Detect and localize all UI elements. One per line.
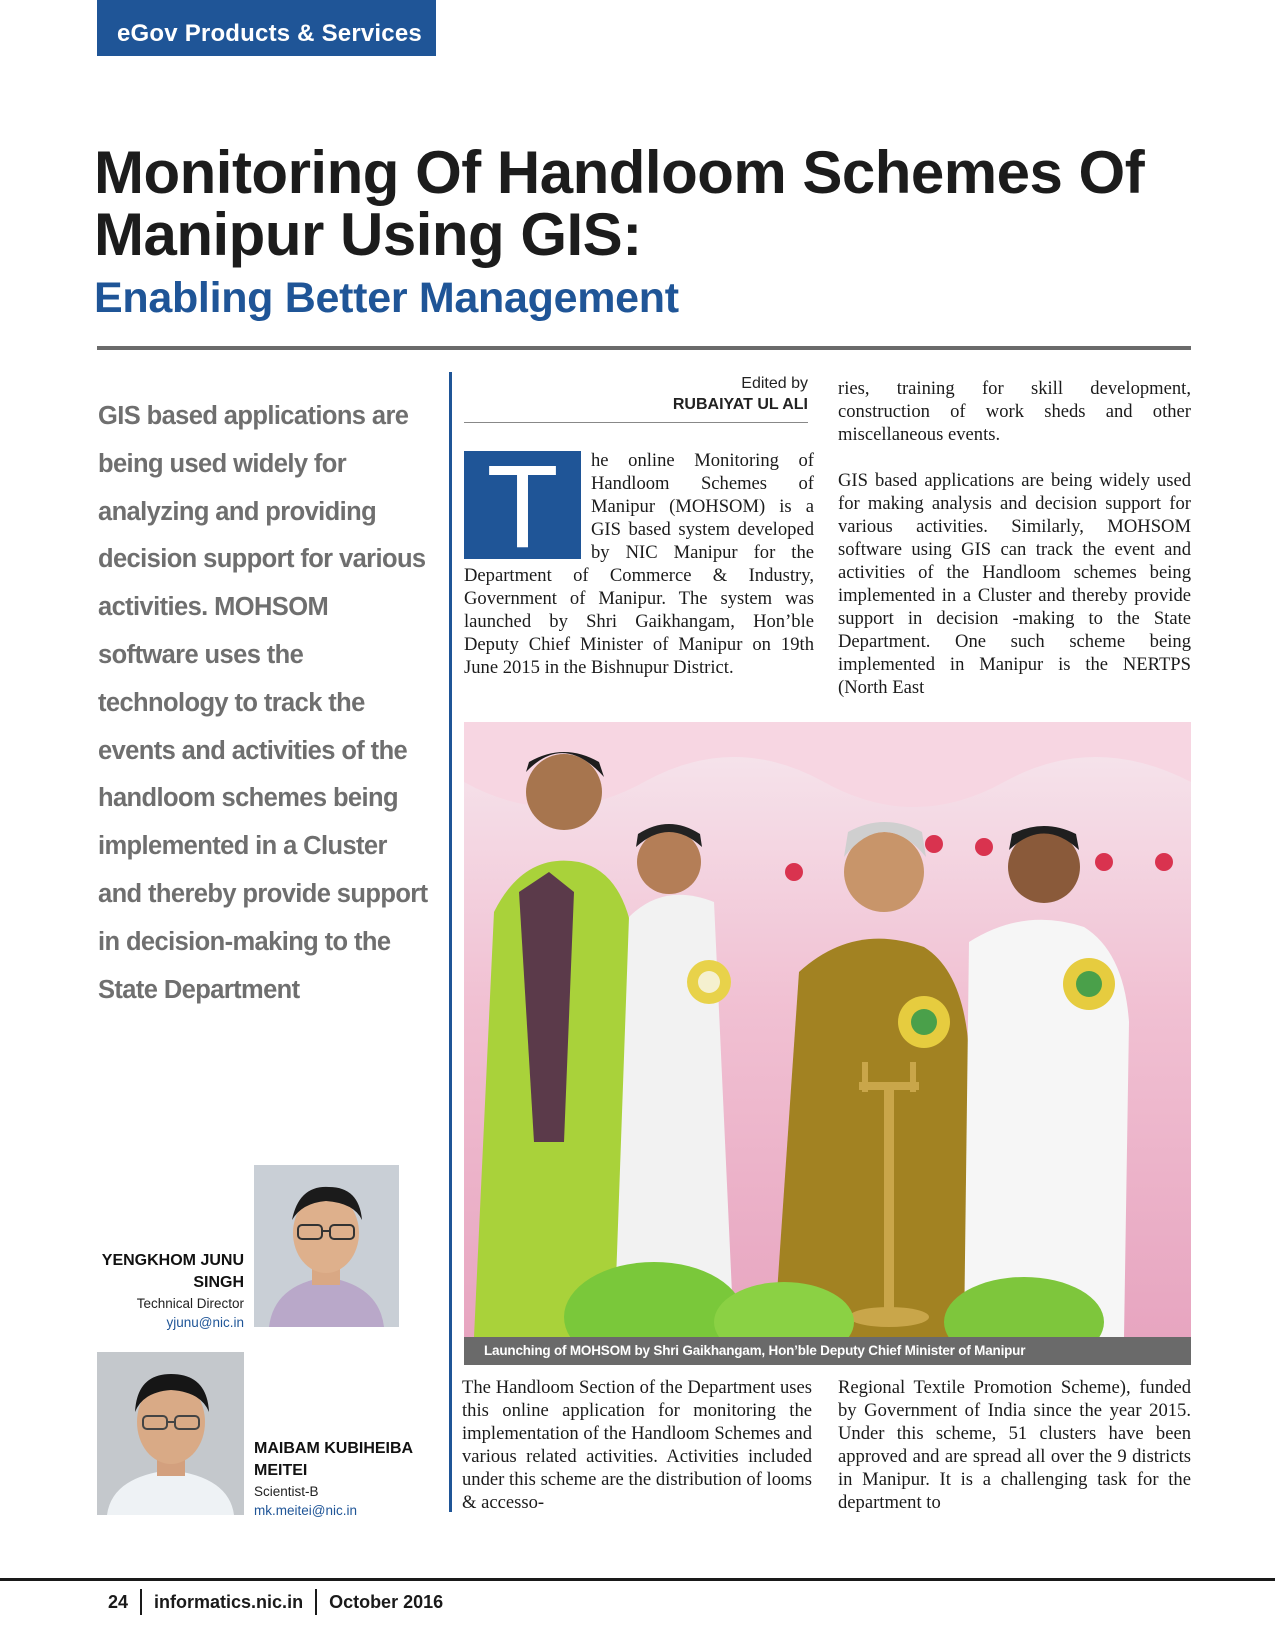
page-subtitle: Enabling Better Management: [94, 274, 679, 322]
page-title: [94, 139, 1194, 268]
article-column-3: [462, 1376, 812, 1514]
author-name: YENGKHOM JUNU SINGH: [101, 1252, 244, 1291]
footer-site-link[interactable]: informatics.nic.in: [154, 1591, 304, 1612]
author-email-link[interactable]: yjunu@nic.in: [166, 1315, 244, 1330]
author-role: Technical Director: [136, 1296, 244, 1311]
author-photo-2: [97, 1352, 244, 1515]
footer-separator: [140, 1589, 142, 1615]
footer-divider: [0, 1578, 1275, 1581]
article-text-2a: ries, training for skill development, construction of work sheds and other miscellaneous events.: [838, 378, 1191, 445]
editor-credit: [464, 374, 808, 416]
article-text-3: The Handloom Section of the Department uses this online application for monitoring the implementation of the Handloom Schemes and various related activities. Activities included under this scheme are the distribution of looms & accesso-: [462, 1377, 812, 1513]
pull-quote: GIS based applications are being used widely for analyzing and providing decision support for various activities. MOHSOM software uses the technology to track the events and activities of the handloom schemes being implemented in a Cluster and thereby provide support in decision-making to the State Department: [98, 402, 428, 1004]
article-column-2: [838, 377, 1191, 699]
author-name: MAIBAM KUBIHEIBA MEITEI: [254, 1440, 413, 1479]
title-line-1: Monitoring Of Handloom Schemes Of: [94, 139, 1145, 206]
author-role: Scientist-B: [254, 1484, 319, 1499]
page-footer: [108, 1588, 443, 1616]
footer-issue: October 2016: [329, 1591, 444, 1612]
title-line-2: Manipur Using GIS:: [94, 201, 642, 268]
page-number: 24: [108, 1591, 129, 1612]
title-divider: [97, 346, 1191, 350]
article-column-4: [838, 1376, 1191, 1514]
launch-photo: [464, 722, 1191, 1337]
footer-separator: [315, 1589, 317, 1615]
editor-name: RUBAIYAT UL ALI: [672, 396, 808, 413]
author-byline-1: [90, 1250, 244, 1332]
section-tab: eGov Products & Services: [97, 0, 436, 56]
photo-caption: Launching of MOHSOM by Shri Gaikhangam, Hon’ble Deputy Chief Minister of Manipur: [464, 1337, 1191, 1365]
author-byline-2: [254, 1438, 454, 1520]
article-text-1: he online Monitoring of Handloom Schemes of Manipur (MOHSOM) is a GIS based system developed by NIC Manipur for the Department of Commerce & Industry, Government of Manipur. The system was launched by Shri Gaikhangam, Hon’ble Deputy Chief Minister of Manipur on 19th June 2015 in the Bishnupur District.: [464, 450, 814, 678]
column-divider: [449, 372, 452, 1512]
article-column-1: [464, 441, 814, 679]
editor-divider: [464, 422, 808, 423]
drop-cap: T: [464, 451, 581, 559]
author-email-link[interactable]: mk.meitei@nic.in: [254, 1503, 357, 1518]
article-text-4: Regional Textile Promotion Scheme), funded by Government of India since the year 2015. Under this scheme, 51 clusters have been approved and are spread all over the 9 districts in Manipur. It is a challenging task for the department to: [838, 1377, 1191, 1513]
article-text-2b: GIS based applications are being widely used for making analysis and decision support for various activities. Similarly, MOHSOM software using GIS can track the event and activities of the Handloom schemes being implemented in a Cluster and thereby provide support in decision -making to the State Department. One such scheme being implemented in Manipur is the NERTPS (North East: [838, 470, 1191, 698]
author-photo-1: [254, 1165, 399, 1327]
editor-label: Edited by: [741, 375, 808, 392]
